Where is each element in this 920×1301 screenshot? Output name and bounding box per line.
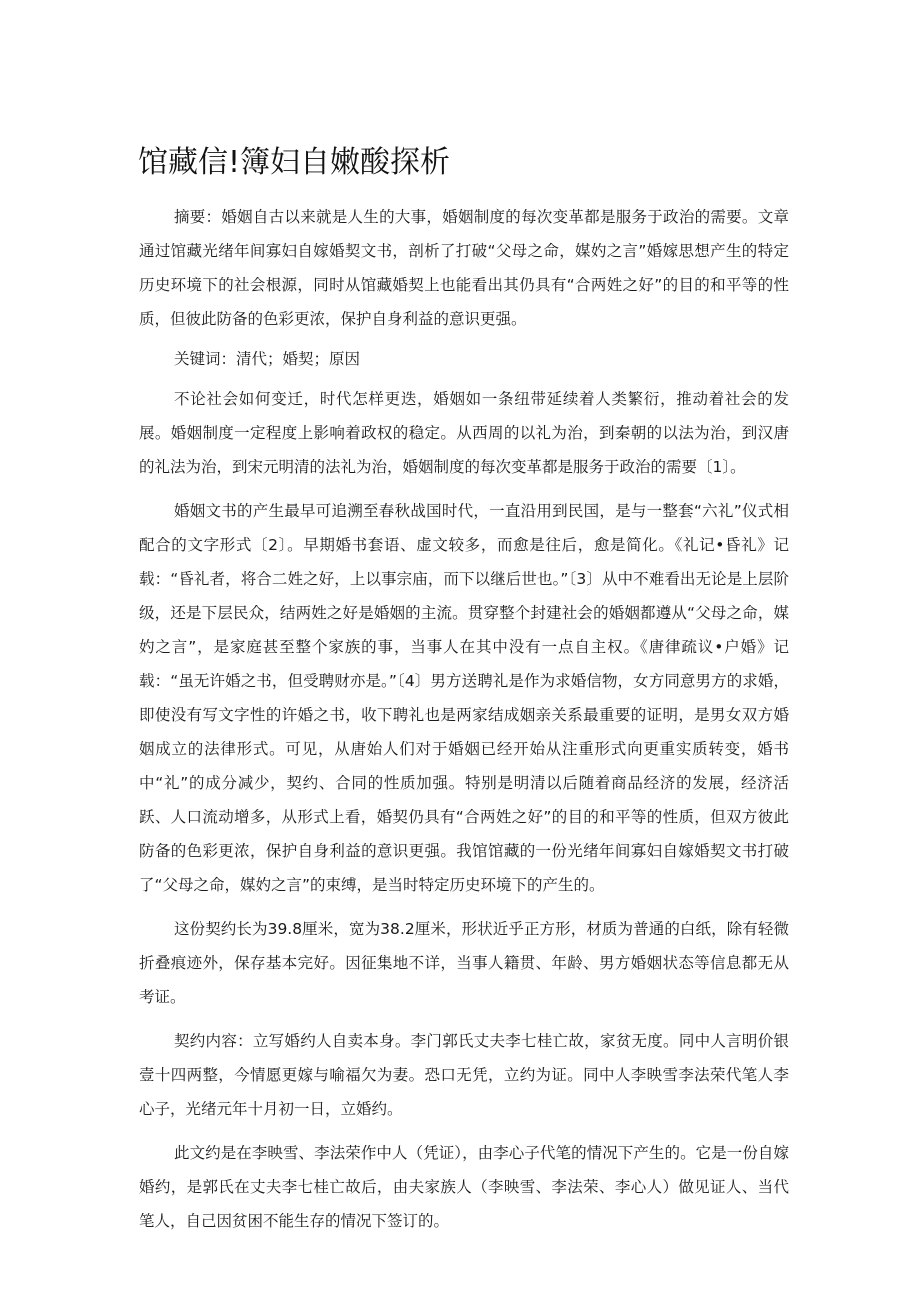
body-paragraph: 不论社会如何变迁，时代怎样更迭，婚姻如一条纽带延续着人类繁衍，推动着社会的发展。婚姻制度一定程度上影响着政权的稳定。从西周的以礼为治，到秦朝的以法为治，到汉唐的礼法为治，到宋元明清的法礼为治，婚姻制度的每次变革都是服务于政治的需要〔1〕。 bbox=[139, 390, 789, 476]
body-paragraph: 婚姻文书的产生最早可追溯至春秋战国时代，一直沿用到民国，是与一整套“六礼”仪式相配合的文字形式〔2〕。早期婚书套语、虚文较多，而愈是往后，愈是简化。《礼记•昏礼》记载：“昏礼者，将合二姓之好，上以事宗庙，而下以继后世也。”〔3〕从中不难看出无论是上层阶级，还是下层民众，结两姓之好是婚姻的主流。贯穿整个封建社会的婚姻都遵从“父母之命，媒妁之言”，是家庭甚至整个家族的事，当事人在其中没有一点自主权。《唐律疏议•户婚》记载：“虽无许婚之书，但受聘财亦是。”〔4〕男方送聘礼是作为求婚信物，女方同意男方的求婚，即使没有写文字性的许婚之书，收下聘礼也是两家结成姻亲关系最重要的证明，是男女双方婚姻成立的法律形式。可见，从唐始人们对于婚姻已经开始从注重形式向更重实质转变，婚书中“礼”的成分减少，契约、合同的性质加强。特别是明清以后随着商品经济的发展，经济活跃、人口流动增多，从形式上看，婚契仍具有“合两姓之好”的目的和平等的性质，但双方彼此防备的色彩更浓，保护自身利益的意识更强。我馆馆藏的一份光绪年间寡妇自嫁婚契文书打破了“父母之命，媒妁之言”的束缚，是当时特定历史环境下的产生的。 bbox=[139, 502, 789, 894]
document-body bbox=[139, 200, 789, 1238]
body-paragraph: 此文约是在李映雪、李法荣作中人（凭证），由李心子代笔的情况下产生的。它是一份自嫁婚约，是郭氏在丈夫李七桂亡故后，由夫家族人（李映雪、李法荣、李心人）做见证人、当代笔人，自己因贫困不能生存的情况下签订的。 bbox=[139, 1144, 789, 1230]
body-paragraph: 这份契约长为39.8厘米，宽为38.2厘米，形状近乎正方形，材质为普通的白纸，除有轻微折叠痕迹外，保存基本完好。因征集地不详，当事人籍贯、年龄、男方婚姻状态等信息都无从考证。 bbox=[139, 920, 789, 1006]
abstract-paragraph: 摘要：婚姻自古以来就是人生的大事，婚姻制度的每次变革都是服务于政治的需要。文章通过馆藏光绪年间寡妇自嫁婚契文书，剖析了打破“父母之命，媒妁之言”婚嫁思想产生的特定历史环境下的社会根源，同时从馆藏婚契上也能看出其仍具有“合两姓之好”的目的和平等的性质，但彼此防备的色彩更浓，保护自身利益的意识更强。 bbox=[139, 208, 789, 328]
body-paragraph: 契约内容：立写婚约人自卖本身。李门郭氏丈夫李七桂亡故，家贫无度。同中人言明价银壹十四两整，今情愿更嫁与喻福欠为妻。恐口无凭，立约为证。同中人李映雪李法荣代笔人李心子，光绪元年十月初一日，立婚约。 bbox=[139, 1032, 789, 1118]
keywords-paragraph: 关键词：清代；婚契；原因 bbox=[174, 350, 361, 368]
document-title: 馆藏信!簿妇自嫩酸探析 bbox=[138, 145, 451, 180]
